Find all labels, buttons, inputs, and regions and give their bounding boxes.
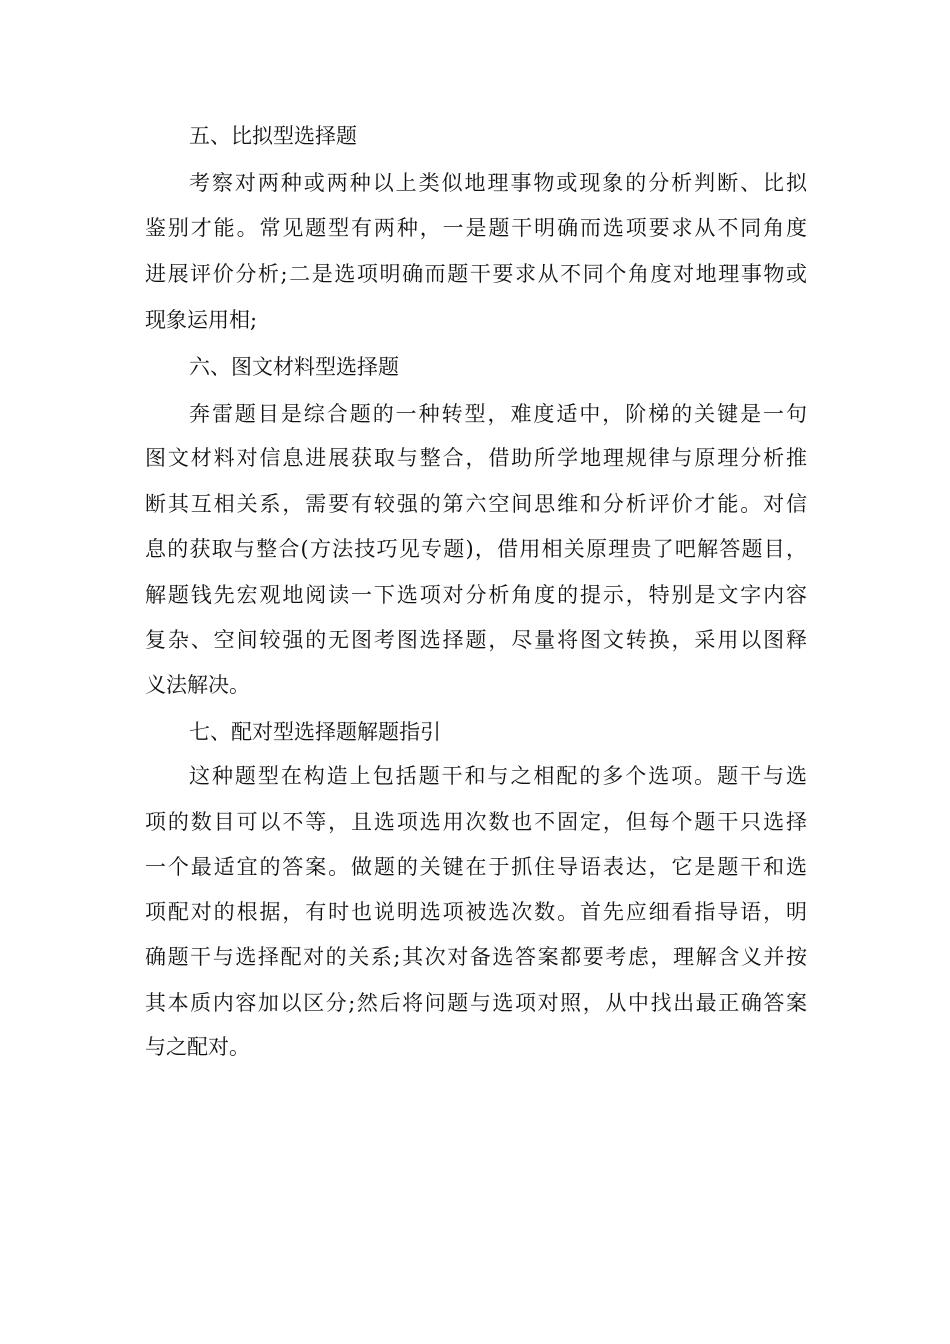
paragraph-line: 考察对两种或两种以上类似地理事物或现象的分析判断、比拟 [189, 171, 807, 195]
paragraph-line: 息的获取与整合(方法技巧见专题)，借用相关原理贵了吧解答题目， [145, 537, 807, 561]
paragraph-line: 鉴别才能。常见题型有两种，一是题干明确而选项要求从不同角度 [145, 216, 807, 240]
paragraph-line: 这种题型在构造上包括题干和与之相配的多个选项。题干与选 [189, 764, 807, 788]
paragraph-line: 与之配对。 [145, 1035, 250, 1059]
paragraph-line: 进展评价分析;二是选项明确而题干要求从不同个角度对地理事物或 [145, 262, 807, 286]
section-heading: 六、图文材料型选择题 [189, 355, 399, 379]
paragraph-line: 图文材料对信息进展获取与整合，借助所学地理规律与原理分析推 [145, 446, 807, 470]
paragraph-line: 现象运用相; [145, 308, 258, 332]
section-heading: 五、比拟型选择题 [189, 124, 357, 148]
paragraph-line: 确题干与选择配对的关系;其次对备选答案都要考虑，理解含义并按 [145, 945, 807, 969]
paragraph-line: 其本质内容加以区分;然后将问题与选项对照，从中找出最正确答案 [145, 991, 807, 1015]
paragraph-line: 复杂、空间较强的无图考图选择题，尽量将图文转换，采用以图释 [145, 628, 807, 652]
paragraph-line: 解题钱先宏观地阅读一下选项对分析角度的提示，特别是文字内容 [145, 583, 807, 607]
paragraph-line: 项的数目可以不等，且选项选用次数也不固定，但每个题干只选择 [145, 810, 807, 834]
paragraph-line: 断其互相关系，需要有较强的第六空间思维和分析评价才能。对信 [145, 492, 807, 516]
paragraph-line: 项配对的根据，有时也说明选项被选次数。首先应细看指导语，明 [145, 900, 807, 924]
paragraph-line: 奔雷题目是综合题的一种转型，难度适中，阶梯的关键是一句 [189, 402, 807, 426]
paragraph-line: 一个最适宜的答案。做题的关键在于抓住导语表达，它是题干和选 [145, 855, 807, 879]
section-heading: 七、配对型选择题解题指引 [189, 720, 441, 744]
paragraph-line: 义法解决。 [145, 673, 250, 697]
